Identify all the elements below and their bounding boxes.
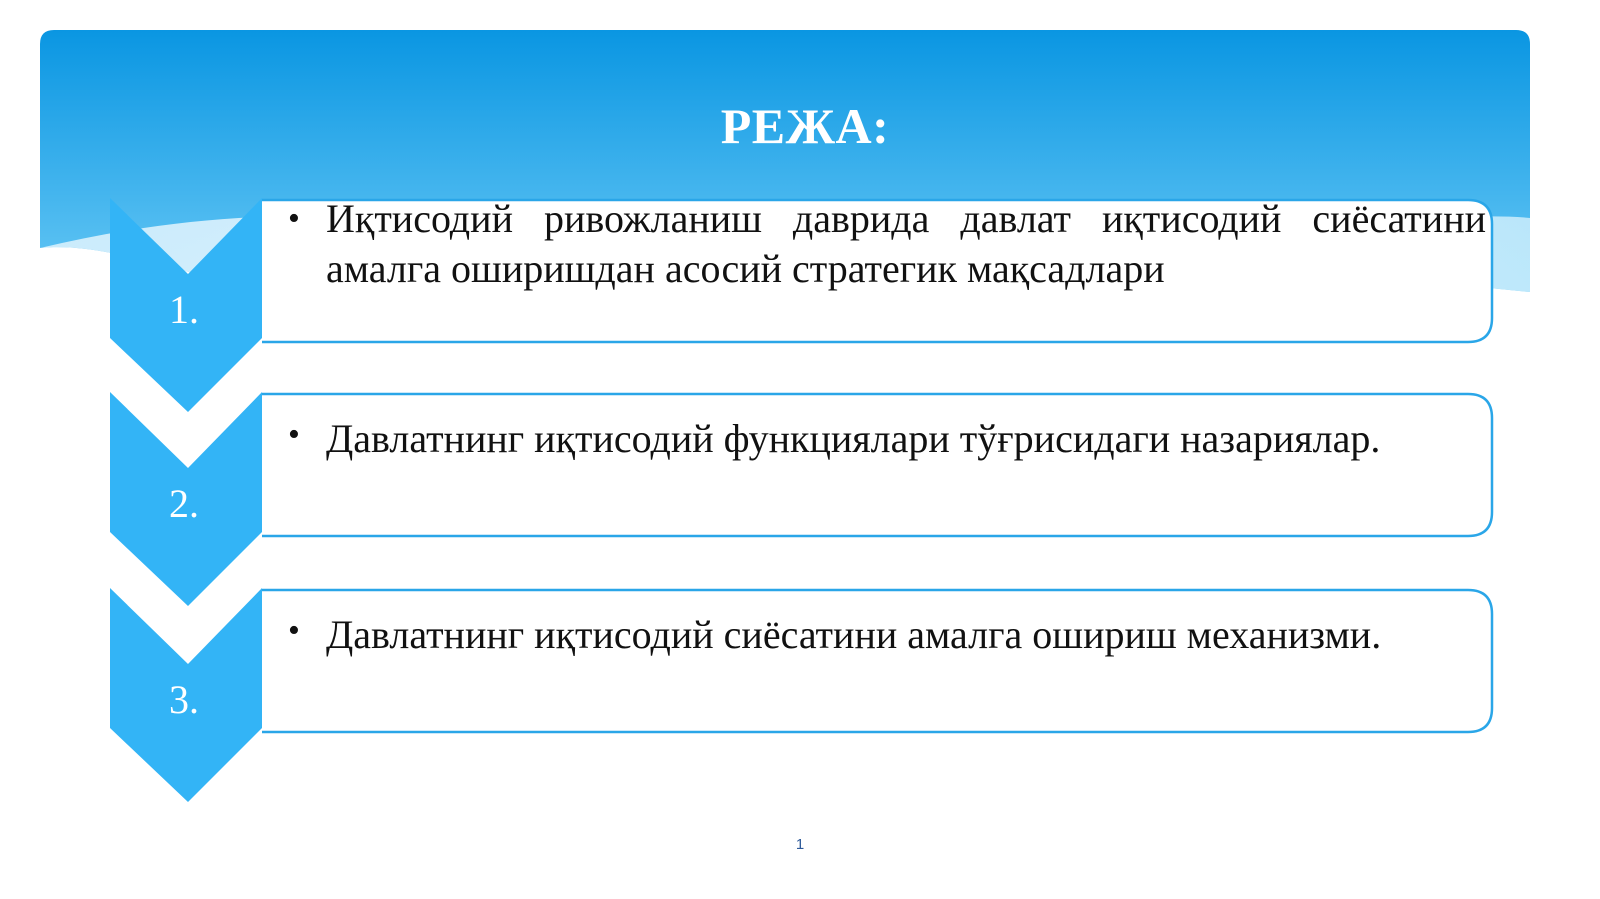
bullet-2: • — [288, 416, 300, 453]
bullet-3: • — [288, 612, 300, 649]
item-text-3: Давлатнинг иқтисодий сиёсатини амалга ошириш механизми. — [326, 612, 1382, 657]
slide-title: РЕЖА: — [720, 98, 890, 154]
item-text-2: Давлатнинг иқтисодий функциялари тўғрисидаги назариялар. — [326, 416, 1381, 461]
item-number-1: 1. — [169, 287, 199, 332]
item-number-2: 2. — [169, 481, 199, 526]
item-text-1: Иқтисодий ривожланиш даврида давлат иқтисодий сиёсатини амалга оширишдан асосий стратегик мақсадлари — [326, 196, 1486, 291]
item-number-3: 3. — [169, 677, 199, 722]
bullet-1: • — [288, 200, 300, 237]
page-number: 1 — [795, 836, 805, 853]
